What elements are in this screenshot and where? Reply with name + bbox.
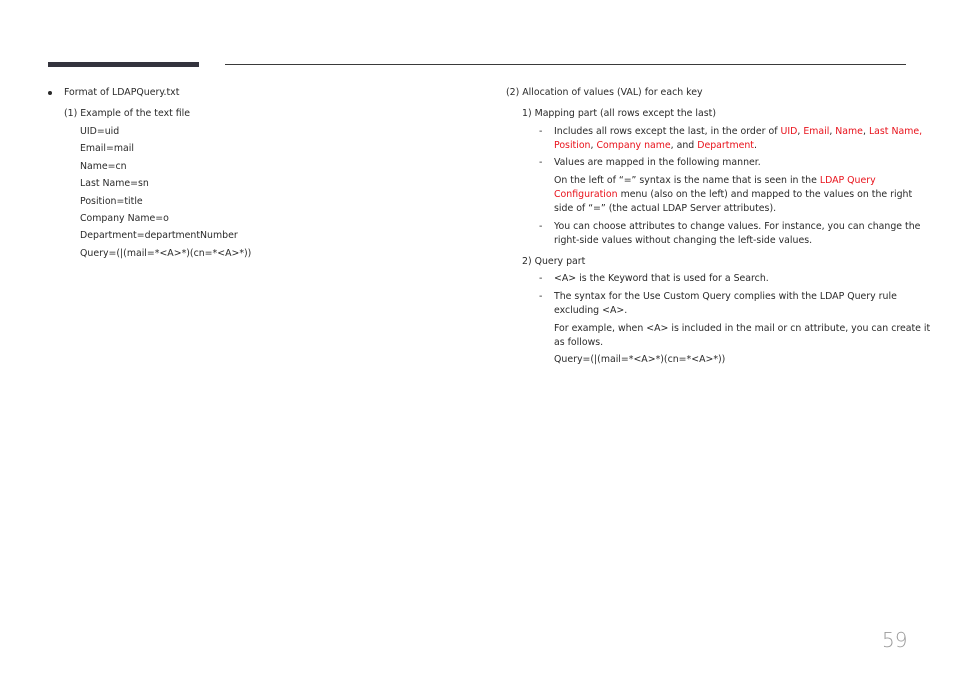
text-span: On the left of “=” syntax is the name that is seen in the [554, 175, 820, 186]
mapping-heading: 1) Mapping part (all rows except the last) [522, 108, 716, 119]
dash-marker: - [539, 126, 543, 137]
file-line: Last Name=sn [80, 178, 149, 189]
query-item-2-line-2: excluding <A>. [554, 305, 628, 316]
ldap-query-menu-link: Configuration [554, 189, 618, 200]
mapping-item-3-line-2: right-side values without changing the left-side values. [554, 235, 813, 246]
bullet-title: Format of LDAPQuery.txt [64, 87, 180, 98]
query-note-line-1: For example, when <A> is included in the mail or cn attribute, you can create it [554, 323, 931, 334]
text-span: , [590, 140, 597, 151]
term-position: Position [554, 140, 591, 151]
header-rule [225, 64, 906, 65]
dash-marker: - [539, 221, 543, 232]
mapping-item-1-line-2 [554, 139, 757, 153]
mapping-item-2: Values are mapped in the following manner. [554, 157, 761, 168]
term-company-name: Company name [596, 140, 671, 151]
section-title: (2) Allocation of values (VAL) for each key [506, 87, 703, 98]
mapping-item-1-line-1 [554, 125, 922, 139]
ldap-query-menu-link: LDAP Query [819, 175, 876, 186]
sub-title: (1) Example of the text file [64, 108, 191, 119]
query-item-2-line-1: The syntax for the Use Custom Query complies with the LDAP Query rule [554, 291, 897, 302]
mapping-note-line-1 [554, 174, 876, 188]
file-line: Email=mail [80, 143, 134, 154]
term-email: Email [803, 126, 830, 137]
dash-marker: - [539, 273, 543, 284]
dash-marker: - [539, 291, 543, 302]
mapping-note-line-2 [554, 188, 912, 202]
text-span: menu (also on the left) and mapped to the values on the right [617, 189, 913, 200]
term-last-name: Last Name [868, 126, 920, 137]
file-line: UID=uid [80, 126, 120, 137]
mapping-item-3-line-1: You can choose attributes to change values. For instance, you can change the [554, 221, 921, 232]
file-line: Company Name=o [80, 213, 169, 224]
file-line: Name=cn [80, 161, 127, 172]
text-span: , [829, 126, 836, 137]
mapping-note-line-3: side of “=” (the actual LDAP Server attributes). [554, 203, 777, 214]
text-span: Includes all rows except the last, in the order of [554, 126, 781, 137]
page-number: 59 [882, 628, 908, 652]
query-heading: 2) Query part [522, 256, 586, 267]
term-uid: UID [780, 126, 798, 137]
header-accent-bar [48, 62, 199, 67]
query-item-1: <A> is the Keyword that is used for a Search. [554, 273, 769, 284]
query-note-line-2: as follows. [554, 337, 604, 348]
text-span: , and [670, 140, 698, 151]
query-example: Query=(|(mail=*<A>*)(cn=*<A>*)) [554, 354, 726, 365]
file-line: Position=title [80, 196, 143, 207]
dash-marker: - [539, 157, 543, 168]
text-span: , [919, 126, 923, 137]
file-line: Query=(|(mail=*<A>*)(cn=*<A>*)) [80, 248, 252, 259]
term-department: Department [697, 140, 754, 151]
file-line: Department=departmentNumber [80, 230, 238, 241]
bullet-icon [48, 91, 52, 95]
text-span: . [753, 140, 757, 151]
text-span: , [862, 126, 869, 137]
term-name: Name [835, 126, 863, 137]
text-span: , [797, 126, 804, 137]
